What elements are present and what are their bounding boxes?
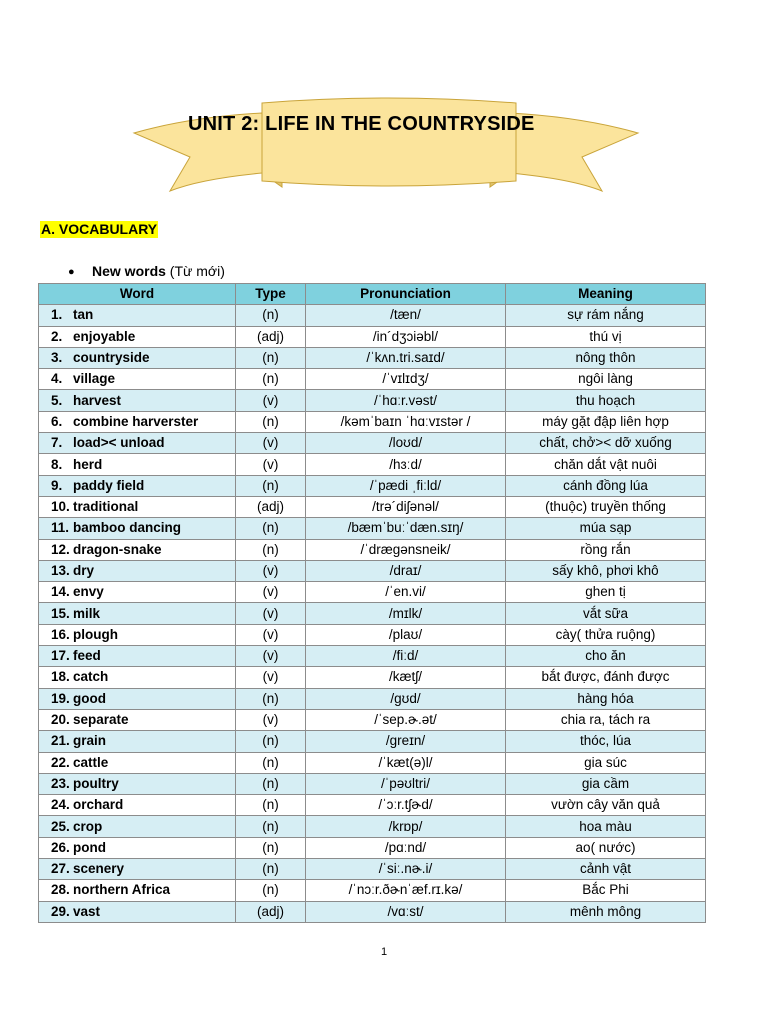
pronunciation-cell: /plaʊ/: [306, 624, 506, 645]
type-cell: (v): [236, 667, 306, 688]
word-text: paddy field: [73, 477, 145, 493]
meaning-cell: mênh mông: [506, 901, 706, 922]
type-cell: (n): [236, 518, 306, 539]
header-meaning: Meaning: [506, 284, 706, 305]
word-text: crop: [73, 818, 103, 834]
word-cell: [39, 880, 236, 901]
pronunciation-cell: /ˈɔːr.tʃɚd/: [306, 795, 506, 816]
pronunciation-cell: /vɑːst/: [306, 901, 506, 922]
word-cell: [39, 433, 236, 454]
table-row: [39, 433, 706, 454]
word-text: enjoyable: [73, 328, 136, 344]
pronunciation-cell: /in´dʒɔiəbl/: [306, 326, 506, 347]
word-cell: [39, 582, 236, 603]
word-text: orchard: [73, 797, 124, 813]
word-text: combine harverster: [73, 413, 199, 429]
word-cell: [39, 646, 236, 667]
table-row: [39, 901, 706, 922]
type-cell: (n): [236, 539, 306, 560]
table-row: [39, 326, 706, 347]
type-cell: (n): [236, 688, 306, 709]
type-cell: (adj): [236, 326, 306, 347]
type-cell: (adj): [236, 901, 306, 922]
meaning-cell: hàng hóa: [506, 688, 706, 709]
vocabulary-table: [38, 283, 706, 923]
meaning-cell: chăn dắt vật nuôi: [506, 454, 706, 475]
word-text: village: [73, 371, 116, 387]
word-cell: [39, 709, 236, 730]
table-row: [39, 646, 706, 667]
meaning-cell: vườn cây văn quả: [506, 795, 706, 816]
type-cell: (n): [236, 731, 306, 752]
pronunciation-cell: /ˈdrægənsneik/: [306, 539, 506, 560]
word-cell: [39, 326, 236, 347]
row-number: 8.: [51, 456, 63, 472]
row-number: 10.: [51, 499, 70, 515]
pronunciation-cell: /fiːd/: [306, 646, 506, 667]
row-number: 7.: [51, 435, 63, 451]
table-row: [39, 496, 706, 517]
type-cell: (n): [236, 369, 306, 390]
table-row: [39, 475, 706, 496]
meaning-cell: gia súc: [506, 752, 706, 773]
word-text: poultry: [73, 775, 119, 791]
row-number: 28.: [51, 882, 70, 898]
table-row: [39, 390, 706, 411]
word-cell: [39, 624, 236, 645]
table-row: [39, 688, 706, 709]
table-row: [39, 603, 706, 624]
word-cell: [39, 539, 236, 560]
word-cell: [39, 752, 236, 773]
table-row: [39, 305, 706, 326]
table-row: [39, 560, 706, 581]
type-cell: (n): [236, 880, 306, 901]
bullet-icon: ●: [68, 266, 75, 278]
pronunciation-cell: /ˈnɔːr.ðɚnˈæf.rɪ.kə/: [306, 880, 506, 901]
word-text: envy: [73, 584, 104, 600]
word-text: good: [73, 690, 106, 706]
table-row: [39, 859, 706, 880]
word-text: traditional: [73, 499, 139, 515]
word-text: separate: [73, 712, 129, 728]
type-cell: (n): [236, 795, 306, 816]
word-cell: [39, 901, 236, 922]
type-cell: (n): [236, 859, 306, 880]
type-cell: (v): [236, 582, 306, 603]
row-number: 21.: [51, 733, 70, 749]
table-row: [39, 752, 706, 773]
type-cell: (adj): [236, 496, 306, 517]
word-text: catch: [73, 669, 109, 685]
type-cell: (v): [236, 454, 306, 475]
type-cell: (v): [236, 709, 306, 730]
meaning-cell: hoa màu: [506, 816, 706, 837]
type-cell: (v): [236, 433, 306, 454]
row-number: 15.: [51, 605, 70, 621]
word-text: harvest: [73, 392, 122, 408]
meaning-cell: Bắc Phi: [506, 880, 706, 901]
word-text: dry: [73, 563, 95, 578]
word-text: load>< unload: [73, 435, 165, 451]
table-row: [39, 667, 706, 688]
meaning-cell: thú vị: [506, 326, 706, 347]
type-cell: (n): [236, 773, 306, 794]
header-type: Type: [236, 284, 306, 305]
type-cell: (n): [236, 475, 306, 496]
pronunciation-cell: /ˈpædi ˌfiːld/: [306, 475, 506, 496]
meaning-cell: (thuộc) truyền thống: [506, 496, 706, 517]
word-cell: [39, 859, 236, 880]
row-number: 1.: [51, 307, 63, 323]
table-row: [39, 411, 706, 432]
row-number: 11.: [51, 520, 70, 536]
meaning-cell: ngôi làng: [506, 369, 706, 390]
pronunciation-cell: /ˈsep.ɚ.ət/: [306, 709, 506, 730]
row-number: 18.: [51, 669, 70, 685]
row-number: 22.: [51, 754, 70, 770]
pronunciation-cell: /draɪ/: [306, 560, 506, 581]
word-cell: [39, 411, 236, 432]
meaning-cell: thu hoạch: [506, 390, 706, 411]
section-heading: A. VOCABULARY: [41, 221, 158, 237]
word-cell: [39, 837, 236, 858]
word-text: pond: [73, 839, 106, 855]
table-header-row: [39, 284, 706, 305]
pronunciation-cell: /ˈen.vi/: [306, 582, 506, 603]
word-cell: [39, 603, 236, 624]
table-row: [39, 709, 706, 730]
table-row: [39, 837, 706, 858]
pronunciation-cell: /hɜːd/: [306, 454, 506, 475]
row-number: 24.: [51, 797, 70, 813]
word-cell: [39, 518, 236, 539]
meaning-cell: cày( thửa ruộng): [506, 624, 706, 645]
word-text: vast: [73, 903, 101, 919]
pronunciation-cell: /kætʃ/: [306, 667, 506, 688]
table-row: [39, 795, 706, 816]
type-cell: (n): [236, 816, 306, 837]
row-number: 17.: [51, 648, 70, 664]
row-number: 26.: [51, 839, 70, 855]
meaning-cell: múa sạp: [506, 518, 706, 539]
row-number: 14.: [51, 584, 70, 600]
row-number: 25.: [51, 818, 70, 834]
row-number: 9.: [51, 477, 63, 493]
word-cell: [39, 731, 236, 752]
pronunciation-cell: /ˈpəʊltri/: [306, 773, 506, 794]
meaning-cell: ao( nước): [506, 837, 706, 858]
word-text: feed: [73, 648, 101, 664]
row-number: 27.: [51, 861, 70, 877]
meaning-cell: sấy khô, phơi khô: [506, 560, 706, 581]
title-banner: [130, 95, 642, 205]
row-number: 29.: [51, 903, 70, 919]
table-row: [39, 816, 706, 837]
table-row: [39, 369, 706, 390]
type-cell: (v): [236, 624, 306, 645]
type-cell: (v): [236, 560, 306, 581]
word-text: tan: [73, 307, 94, 323]
word-text: grain: [73, 733, 107, 749]
type-cell: (v): [236, 390, 306, 411]
meaning-cell: vắt sữa: [506, 603, 706, 624]
meaning-cell: thóc, lúa: [506, 731, 706, 752]
word-cell: [39, 773, 236, 794]
pronunciation-cell: /pɑːnd/: [306, 837, 506, 858]
word-cell: [39, 560, 236, 581]
row-number: 3.: [51, 350, 63, 366]
pronunciation-cell: /gʊd/: [306, 688, 506, 709]
meaning-cell: nông thôn: [506, 347, 706, 368]
word-text: scenery: [73, 861, 125, 877]
meaning-cell: cánh đồng lúa: [506, 475, 706, 496]
type-cell: (v): [236, 603, 306, 624]
word-text: herd: [73, 456, 103, 472]
word-cell: [39, 496, 236, 517]
meaning-cell: rồng rắn: [506, 539, 706, 560]
pronunciation-cell: /ˈkʌn.tri.saɪd/: [306, 347, 506, 368]
pronunciation-cell: /ˈvɪlɪdʒ/: [306, 369, 506, 390]
pronunciation-cell: /tæn/: [306, 305, 506, 326]
type-cell: (n): [236, 411, 306, 432]
row-number: 13.: [51, 563, 70, 578]
word-cell: [39, 454, 236, 475]
word-cell: [39, 688, 236, 709]
pronunciation-cell: /trə´diʃənəl/: [306, 496, 506, 517]
pronunciation-cell: /krɒp/: [306, 816, 506, 837]
pronunciation-cell: /ˈhɑːr.vəst/: [306, 390, 506, 411]
pronunciation-cell: /bæmˈbuːˈdæn.sɪŋ/: [306, 518, 506, 539]
word-text: dragon-snake: [73, 541, 162, 557]
meaning-cell: chia ra, tách ra: [506, 709, 706, 730]
meaning-cell: gia cầm: [506, 773, 706, 794]
word-cell: [39, 305, 236, 326]
table-row: [39, 582, 706, 603]
table-row: [39, 731, 706, 752]
word-cell: [39, 667, 236, 688]
row-number: 19.: [51, 690, 70, 706]
row-number: 5.: [51, 392, 63, 408]
header-word: Word: [39, 284, 236, 305]
meaning-cell: chất, chở>< dỡ xuống: [506, 433, 706, 454]
row-number: 16.: [51, 626, 70, 642]
row-number: 23.: [51, 775, 70, 791]
page-title: UNIT 2: LIFE IN THE COUNTRYSIDE: [188, 113, 535, 135]
meaning-cell: máy gặt đập liên hợp: [506, 411, 706, 432]
word-cell: [39, 475, 236, 496]
word-text: northern Africa: [73, 882, 171, 898]
table-row: [39, 880, 706, 901]
meaning-cell: sự rám nắng: [506, 305, 706, 326]
word-cell: [39, 795, 236, 816]
page-number: 1: [380, 946, 388, 958]
subheading: [68, 262, 225, 281]
pronunciation-cell: /ˈkæt(ə)l/: [306, 752, 506, 773]
meaning-cell: cảnh vật: [506, 859, 706, 880]
word-text: plough: [73, 626, 118, 642]
meaning-cell: bắt được, đánh được: [506, 667, 706, 688]
type-cell: (v): [236, 646, 306, 667]
word-cell: [39, 369, 236, 390]
subheading-bold: New words: [92, 263, 166, 279]
table-row: [39, 773, 706, 794]
word-text: milk: [73, 605, 101, 621]
subheading-normal: (Từ mới): [165, 263, 225, 279]
word-cell: [39, 390, 236, 411]
header-pronunciation: Pronunciation: [306, 284, 506, 305]
pronunciation-cell: /ɡreɪn/: [306, 731, 506, 752]
table-row: [39, 624, 706, 645]
pronunciation-cell: /kəmˈbaɪn ˈhɑːvɪstər /: [306, 411, 506, 432]
pronunciation-cell: /loʊd/: [306, 433, 506, 454]
type-cell: (n): [236, 752, 306, 773]
table-row: [39, 539, 706, 560]
word-text: cattle: [73, 754, 109, 770]
row-number: 6.: [51, 413, 63, 429]
row-number: 12.: [51, 541, 70, 557]
word-cell: [39, 347, 236, 368]
table-row: [39, 454, 706, 475]
row-number: 2.: [51, 328, 63, 344]
type-cell: (n): [236, 347, 306, 368]
type-cell: (n): [236, 837, 306, 858]
table-row: [39, 518, 706, 539]
word-text: countryside: [73, 350, 150, 366]
row-number: 20.: [51, 712, 70, 728]
word-text: bamboo dancing: [73, 520, 181, 536]
row-number: 4.: [51, 371, 63, 387]
meaning-cell: cho ăn: [506, 646, 706, 667]
type-cell: (n): [236, 305, 306, 326]
table-row: [39, 347, 706, 368]
pronunciation-cell: /mɪlk/: [306, 603, 506, 624]
meaning-cell: ghen tị: [506, 582, 706, 603]
word-cell: [39, 816, 236, 837]
pronunciation-cell: /ˈsiː.nɚ.i/: [306, 859, 506, 880]
